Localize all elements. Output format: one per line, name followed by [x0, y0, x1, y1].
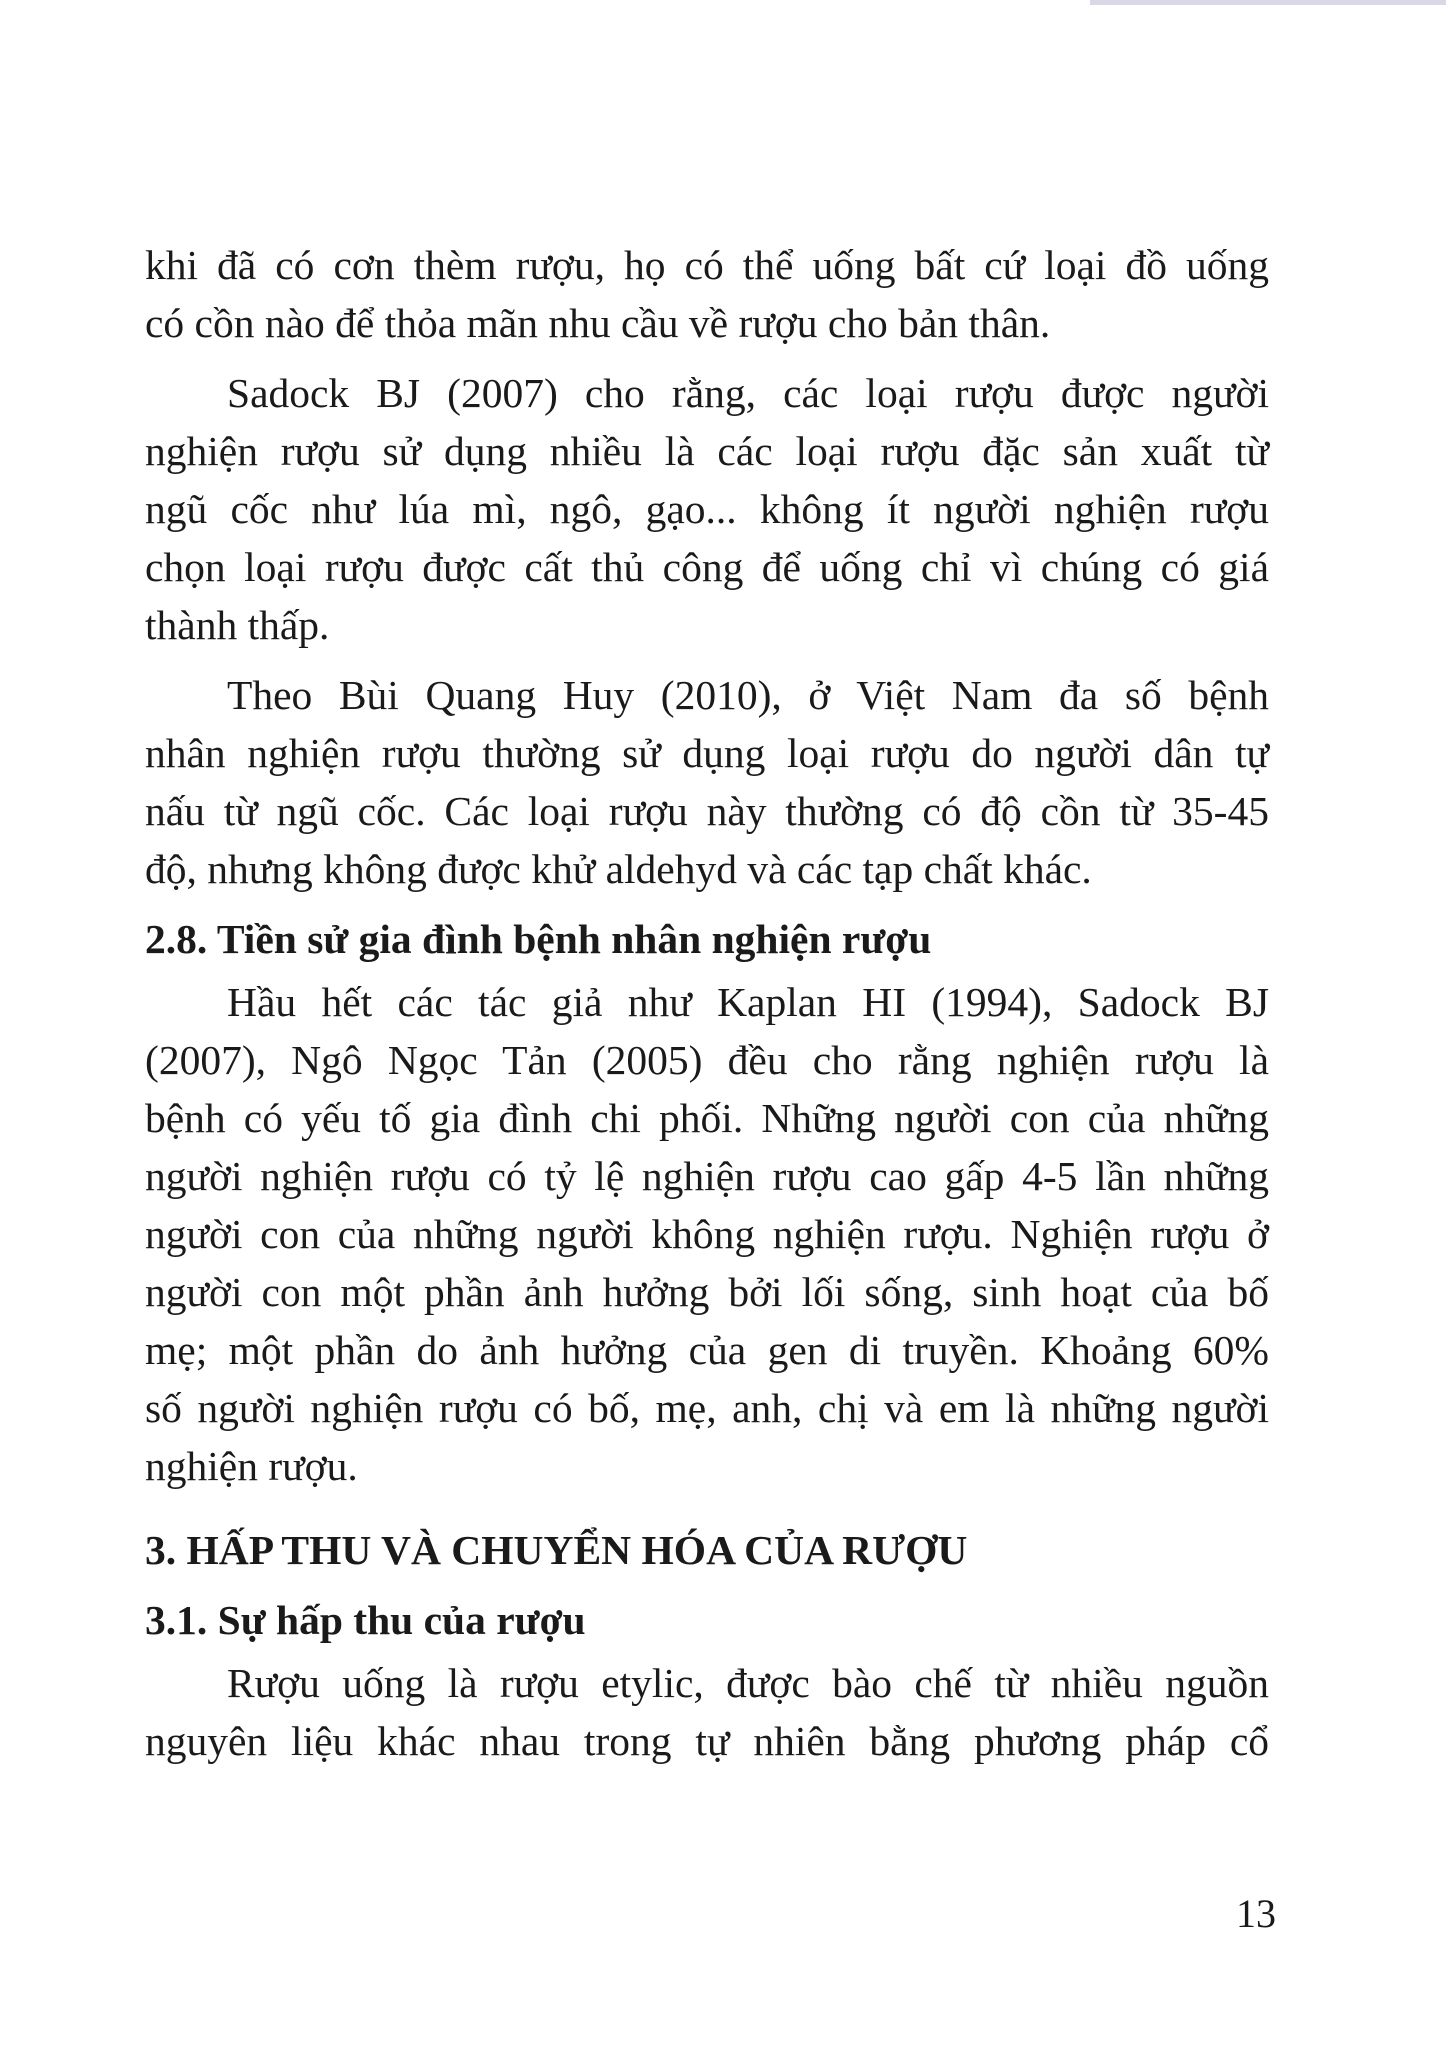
- paragraph: [145, 666, 1269, 898]
- section-heading: 3.1. Sự hấp thu của rượu: [145, 1597, 586, 1643]
- text-line: nghiện rượu sử dụng nhiều là các loại rượu đặc sản xuất từ: [145, 428, 1269, 474]
- page-number: 13: [1236, 1891, 1276, 1936]
- paragraph: [145, 973, 1269, 1495]
- text-line: ngũ cốc như lúa mì, ngô, gạo... không ít người nghiện rượu: [145, 486, 1269, 532]
- top-edge-rule: [1090, 0, 1446, 5]
- text-line: mẹ; một phần do ảnh hưởng của gen di truyền. Khoảng 60%: [145, 1327, 1269, 1373]
- page-body: [145, 236, 1269, 1770]
- text-line: bệnh có yếu tố gia đình chi phối. Những người con của những: [145, 1095, 1269, 1141]
- text-line: thành thấp.: [145, 602, 330, 648]
- chapter-heading: 3. HẤP THU VÀ CHUYỂN HÓA CỦA RƯỢU: [145, 1527, 968, 1573]
- paragraph: [145, 236, 1269, 352]
- text-line: nấu từ ngũ cốc. Các loại rượu này thường có độ cồn từ 35-45: [145, 788, 1269, 834]
- text-line: Sadock BJ (2007) cho rằng, các loại rượu được người: [227, 370, 1269, 416]
- paragraph: [145, 364, 1269, 654]
- text-line: chọn loại rượu được cất thủ công để uống chỉ vì chúng có giá: [145, 544, 1269, 590]
- text-line: người nghiện rượu có tỷ lệ nghiện rượu cao gấp 4-5 lần những: [145, 1153, 1269, 1199]
- text-line: Hầu hết các tác giả như Kaplan HI (1994), Sadock BJ: [227, 979, 1269, 1025]
- text-line: Rượu uống là rượu etylic, được bào chế từ nhiều nguồn: [227, 1660, 1269, 1706]
- text-line: có cồn nào để thỏa mãn nhu cầu về rượu cho bản thân.: [145, 300, 1051, 346]
- text-line: nguyên liệu khác nhau trong tự nhiên bằng phương pháp cổ: [145, 1718, 1269, 1764]
- text-line: độ, nhưng không được khử aldehyd và các tạp chất khác.: [145, 846, 1092, 892]
- section-heading: 2.8. Tiền sử gia đình bệnh nhân nghiện rượu: [145, 916, 932, 962]
- text-line: nghiện rượu.: [145, 1443, 358, 1489]
- text-line: Theo Bùi Quang Huy (2010), ở Việt Nam đa số bệnh: [227, 672, 1269, 718]
- text-line: khi đã có cơn thèm rượu, họ có thể uống bất cứ loại đồ uống: [145, 242, 1269, 288]
- paragraph: [145, 1654, 1269, 1770]
- text-line: nhân nghiện rượu thường sử dụng loại rượu do người dân tự: [145, 730, 1269, 776]
- text-line: người con một phần ảnh hưởng bởi lối sống, sinh hoạt của bố: [145, 1269, 1269, 1315]
- text-line: người con của những người không nghiện rượu. Nghiện rượu ở: [145, 1211, 1269, 1257]
- text-line: số người nghiện rượu có bố, mẹ, anh, chị và em là những người: [145, 1385, 1269, 1431]
- text-line: (2007), Ngô Ngọc Tản (2005) đều cho rằng nghiện rượu là: [145, 1037, 1269, 1083]
